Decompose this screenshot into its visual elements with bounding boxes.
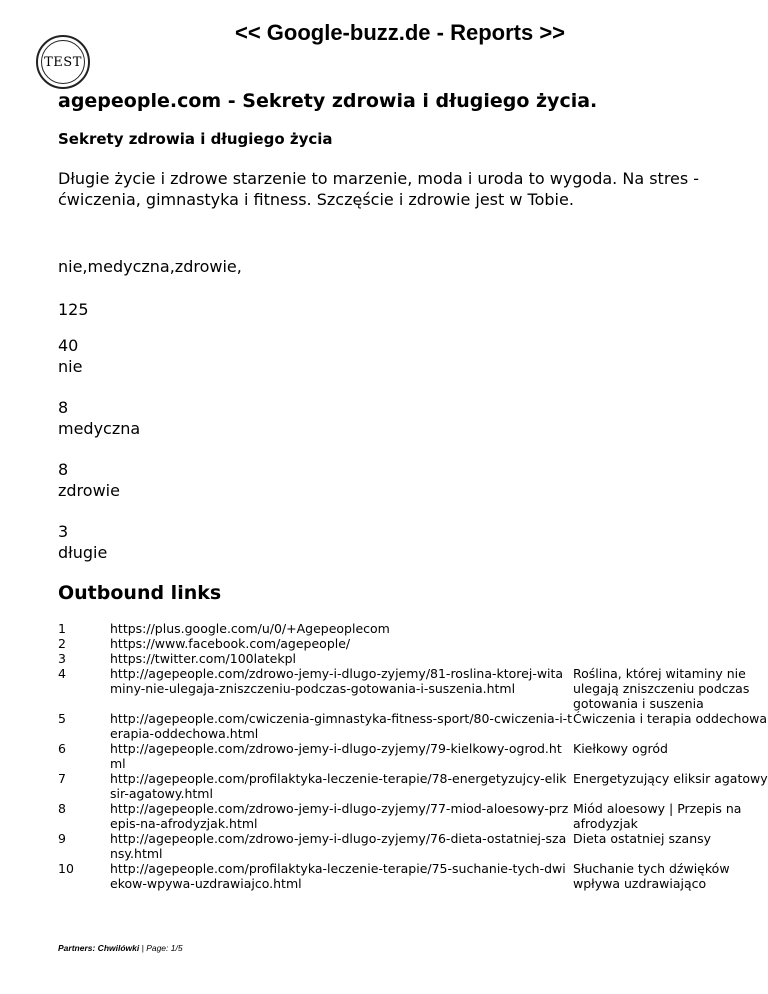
keyword-item bbox=[58, 459, 140, 521]
keyword-count: 8 bbox=[58, 460, 69, 479]
link-anchor-text bbox=[573, 636, 768, 651]
footer-separator: | bbox=[139, 943, 147, 953]
link-number: 1 bbox=[58, 621, 66, 636]
table-row bbox=[58, 621, 768, 636]
outbound-links-table bbox=[58, 621, 768, 891]
link-url[interactable]: https://plus.google.com/u/0/+Agepeoplecom bbox=[110, 621, 390, 636]
keyword-list bbox=[58, 335, 140, 583]
link-url[interactable]: http://agepeople.com/zdrowo-jemy-i-dlugo-zyjemy/79-kielkowy-ogrod.html bbox=[110, 741, 562, 771]
link-number: 5 bbox=[58, 711, 66, 726]
report-title: << Google-buzz.de - Reports >> bbox=[234, 20, 566, 45]
keyword-word: medyczna bbox=[58, 419, 141, 438]
site-keywords: nie,medyczna,zdrowie, bbox=[58, 257, 242, 276]
table-row bbox=[58, 651, 768, 666]
keyword-count: 40 bbox=[58, 336, 79, 355]
test-stamp-label: TEST bbox=[44, 54, 82, 70]
keyword-word: nie bbox=[58, 357, 83, 376]
link-number: 4 bbox=[58, 666, 66, 681]
word-total: 125 bbox=[58, 300, 89, 319]
link-url[interactable]: https://www.facebook.com/agepeople/ bbox=[110, 636, 351, 651]
link-anchor-text: Energetyzujący eliksir agatowy bbox=[573, 771, 768, 786]
footer-partners[interactable]: Partners: Chwilówki bbox=[58, 943, 140, 953]
test-stamp bbox=[36, 35, 90, 89]
site-description: Długie życie i zdrowe starzenie to marzenie, moda i uroda to wygoda. Na stres - ćwiczenia, gimnastyka i fitness. Szczęście i zdrowie jest w Tobie. bbox=[58, 169, 700, 209]
link-anchor-text: Roślina, której witaminy nie ulegają zniszczeniu podczas gotowania i suszenia bbox=[573, 666, 750, 711]
link-number: 7 bbox=[58, 771, 66, 786]
table-row bbox=[58, 831, 768, 861]
outbound-links-heading: Outbound links bbox=[58, 582, 222, 604]
link-url[interactable]: http://agepeople.com/zdrowo-jemy-i-dlugo-zyjemy/77-miod-aloesowy-przepis-na-afrodyzjak.html bbox=[110, 801, 569, 831]
table-row bbox=[58, 711, 768, 741]
keyword-word: długie bbox=[58, 543, 108, 562]
table-row bbox=[58, 801, 768, 831]
link-url[interactable]: https://twitter.com/100latekpl bbox=[110, 651, 296, 666]
keyword-count: 3 bbox=[58, 522, 69, 541]
keyword-word: zdrowie bbox=[58, 481, 120, 500]
site-title: agepeople.com - Sekrety zdrowia i długiego życia. bbox=[58, 90, 598, 112]
link-anchor-text: Miód aloesowy | Przepis na afrodyzjak bbox=[573, 801, 742, 831]
page-footer bbox=[58, 943, 183, 953]
link-url[interactable]: http://agepeople.com/profilaktyka-leczenie-terapie/78-energetyzujcy-eliksir-agatowy.html bbox=[110, 771, 567, 801]
link-number: 2 bbox=[58, 636, 66, 651]
keyword-item bbox=[58, 335, 140, 397]
table-row bbox=[58, 741, 768, 771]
link-url[interactable]: http://agepeople.com/profilaktyka-leczenie-terapie/75-suchanie-tych-dwiekow-wpywa-uzdrawiajco.html bbox=[110, 861, 566, 891]
table-row bbox=[58, 666, 768, 711]
link-url[interactable]: http://agepeople.com/cwiczenia-gimnastyka-fitness-sport/80-cwiczenia-i-terapia-oddechowa.html bbox=[110, 711, 573, 741]
table-row bbox=[58, 861, 768, 891]
link-url[interactable]: http://agepeople.com/zdrowo-jemy-i-dlugo-zyjemy/76-dieta-ostatniej-szansy.html bbox=[110, 831, 567, 861]
keyword-item bbox=[58, 397, 140, 459]
link-anchor-text bbox=[573, 621, 768, 636]
link-anchor-text: Ćwiczenia i terapia oddechowa bbox=[573, 711, 767, 726]
link-url[interactable]: http://agepeople.com/zdrowo-jemy-i-dlugo-zyjemy/81-roslina-ktorej-witaminy-nie-ulegaja-zniszczeniu-podczas-gotowania-i-suszenia.html bbox=[110, 666, 564, 696]
footer-page-number: Page: 1/5 bbox=[146, 943, 183, 953]
link-anchor-text bbox=[573, 651, 768, 666]
keyword-count: 8 bbox=[58, 398, 69, 417]
link-number: 10 bbox=[58, 861, 74, 876]
link-number: 8 bbox=[58, 801, 66, 816]
table-row bbox=[58, 636, 768, 651]
link-number: 3 bbox=[58, 651, 66, 666]
table-row bbox=[58, 771, 768, 801]
link-anchor-text: Dieta ostatniej szansy bbox=[573, 831, 712, 846]
site-subtitle: Sekrety zdrowia i długiego życia bbox=[58, 130, 333, 148]
link-number: 9 bbox=[58, 831, 66, 846]
link-number: 6 bbox=[58, 741, 66, 756]
link-anchor-text: Kiełkowy ogród bbox=[573, 741, 668, 756]
keyword-item bbox=[58, 521, 140, 583]
link-anchor-text: Słuchanie tych dźwięków wpływa uzdrawiająco bbox=[573, 861, 730, 891]
